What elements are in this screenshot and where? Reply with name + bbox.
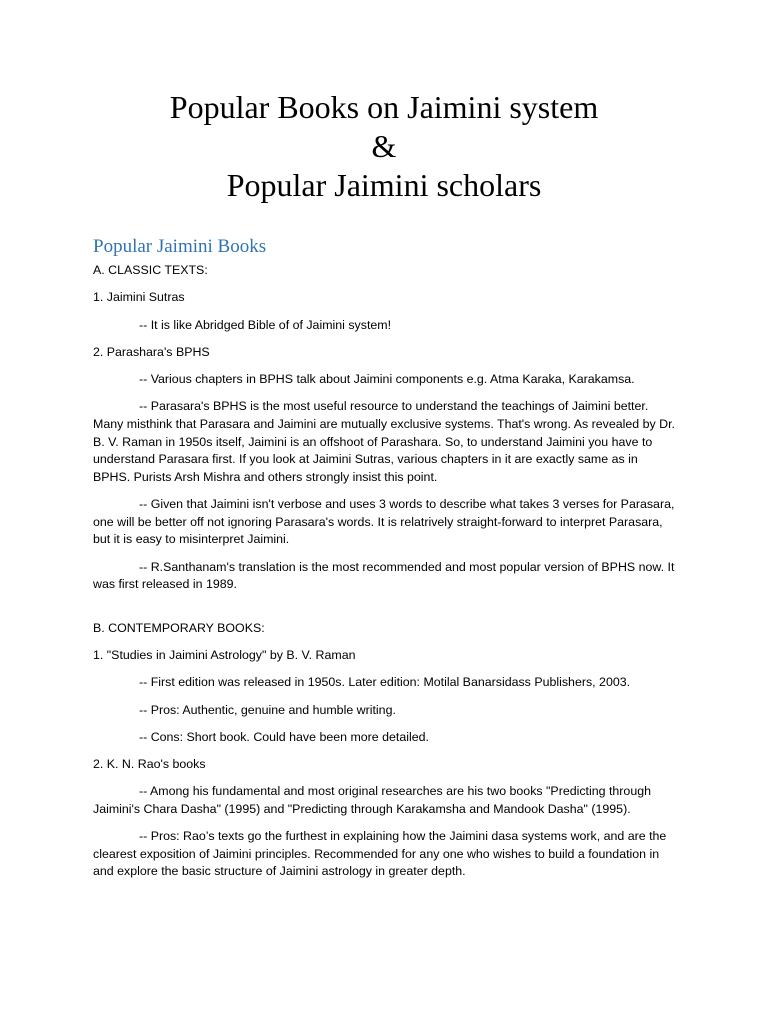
paragraph: 1. Jaimini Sutras bbox=[93, 290, 185, 305]
paragraph: -- Among his fundamental and most original researches are his two books "Predicting through Jaimini's Chara Dasha" (1995) and "Predicting through Karakamsha and Mandook Dasha" (1995). bbox=[93, 784, 651, 816]
document-title bbox=[0, 88, 768, 205]
paragraph: 2. Parashara's BPHS bbox=[93, 344, 210, 359]
paragraph: -- Pros: Authentic, genuine and humble writing. bbox=[139, 702, 396, 717]
paragraph: -- R.Santhanam's translation is the most recommended and most popular version of BPHS now. It was first released in 1989. bbox=[93, 559, 675, 592]
paragraph: 2. K. N. Rao's books bbox=[93, 757, 206, 772]
paragraph: -- Various chapters in BPHS talk about Jaimini components e.g. Atma Karaka, Karakamsa. bbox=[139, 372, 635, 387]
section-body bbox=[93, 262, 678, 891]
title-line-1: Popular Books on Jaimini system bbox=[169, 89, 599, 125]
title-line-2: & bbox=[371, 128, 397, 164]
paragraph: -- It is like Abridged Bible of of Jaimini system! bbox=[139, 317, 392, 332]
paragraph: -- First edition was released in 1950s. Later edition: Motilal Banarsidass Publishers, 2003. bbox=[139, 675, 631, 690]
title-line-3: Popular Jaimini scholars bbox=[226, 167, 542, 203]
paragraph: -- Given that Jaimini isn't verbose and uses 3 words to describe what takes 3 verses for Parasara, one will be better off not ignoring Parasara's words. It is relatrively straight-forward to interpret Parasara, but it is easy to misinterpret Jaimini. bbox=[93, 497, 675, 547]
paragraph: -- Cons: Short book. Could have been more detailed. bbox=[139, 729, 429, 744]
paragraph: A. CLASSIC TEXTS: bbox=[93, 263, 208, 277]
paragraph: B. CONTEMPORARY BOOKS: bbox=[93, 620, 265, 635]
paragraph: -- Pros: Rao’s texts go the furthest in explaining how the Jaimini dasa systems work, and are the clearest exposition of Jaimini principles. Recommended for any one who wishes to build a foundation in and explore the basic structure of Jaimini astrology in greater depth. bbox=[93, 829, 667, 879]
paragraph: 1. "Studies in Jaimini Astrology" by B. V. Raman bbox=[93, 648, 356, 662]
paragraph: -- Parasara's BPHS is the most useful resource to understand the teachings of Jaimini better. Many misthink that Parasara and Jaimini are mutually exclusive systems. That's wrong. As revealed by Dr. B. V. Raman in 1950s itself, Jaimini is an offshoot of Parashara. So, to understand Jaimini you have to understand Parasara first. If you look at Jaimini Sutras, various chapters in it are exactly same as in BPHS. Purists Arsh Mishra and others strongly insist this point. bbox=[93, 399, 675, 484]
section-heading: Popular Jaimini Books bbox=[93, 236, 267, 257]
